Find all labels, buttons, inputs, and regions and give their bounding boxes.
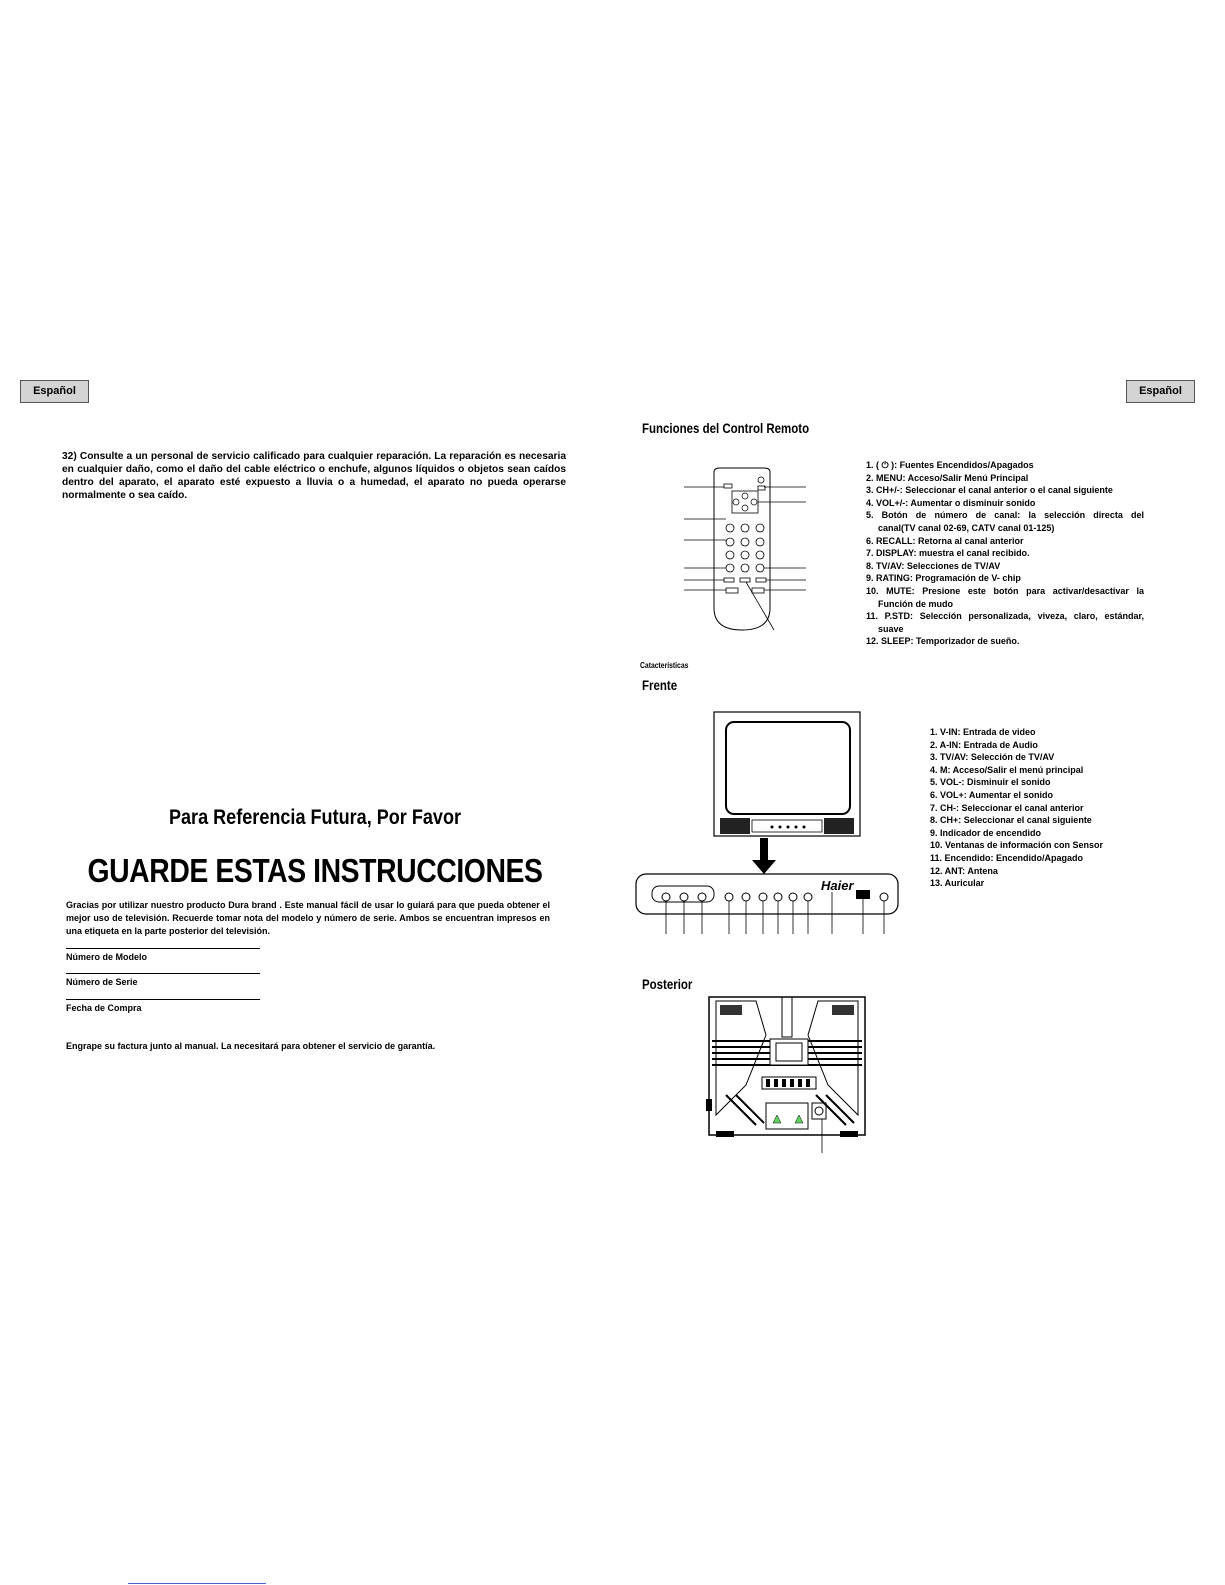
remote-control-diagram [680,466,810,632]
model-number-field: Número de Modelo [66,952,148,962]
list-item: 10. Ventanas de información con Sensor [930,840,1104,851]
list-item: 12. ANT: Antena [930,865,998,876]
list-item: 5. VOL-: Disminuir el sonido [930,777,1051,788]
intro-paragraph: Gracias por utilizar nuestro producto Dura brand . Este manual fácil de usar lo guiará para que pueda obtener el mejor uso de televisión. Recuerde tomar nota del modelo y número de serie. Ambos se encuentran impresos en una etiqueta en la parte posterior del televisión. [66,900,550,936]
features-label: Catacterísticas [640,661,689,670]
safety-item-32: 32) Consulte a un personal de servicio calificado para cualquier reparación. La reparación es necesaria en cualquier daño, como el daño del cable eléctrico o enchufe, algunos líquidos o objetos sean caídos dentro del aparato, el aparato esté expuesto a lluvia o a humedad, el aparato no pueda operarse normalmente o sea caído. [62,451,566,501]
haier-logo: Haier [821,878,854,893]
list-item: 2. MENU: Acceso/Salir Menú Principal [866,472,1029,483]
remote-functions-title: Funciones del Control Remoto [642,420,810,436]
list-item: 1. ( ⏻ ): Fuentes Encendidos/Apagados [866,460,1034,470]
list-item: 6. RECALL: Retorna al canal anterior [866,535,1024,546]
list-item: canal(TV canal 02-69, CATV canal 01-125) [878,522,1055,533]
remote-functions-list [866,459,1144,648]
list-item: 9. RATING: Programación de V- chip [866,573,1021,584]
front-title: Frente [642,677,678,693]
list-item: 8. TV/AV: Selecciones de TV/AV [866,560,1001,571]
list-item: Función de mudo [878,598,953,609]
list-item: 2. A-IN: Entrada de Audio [930,739,1038,750]
list-item: 4. M: Acceso/Salir el menú principal [930,764,1084,775]
list-item: 5. Botón de número de canal: la selección directa del [866,510,1144,521]
divider [66,973,260,974]
list-item: suave [878,623,904,634]
tv-rear-diagram [706,995,868,1155]
list-item: 11. P.STD: Selección personalizada, viveza, claro, estándar, [866,611,1144,622]
divider [66,999,260,1000]
tv-front-diagram [632,710,902,938]
list-item: 13. Auricular [930,878,985,889]
list-item: 6. VOL+: Aumentar el sonido [930,789,1053,800]
divider [66,948,260,949]
list-item: 9. Indicador de encendido [930,827,1042,838]
list-item: 7. CH-: Seleccionar el canal anterior [930,802,1084,813]
list-item: 3. CH+/-: Seleccionar el canal anterior o el canal siguiente [866,485,1113,496]
staple-note: Engrape su factura junto al manual. La necesitará para obtener el servicio de garantía. [66,1041,436,1051]
purchase-date-field: Fecha de Compra [66,1003,142,1013]
language-badge-left: Español [20,380,89,403]
list-item: 4. VOL+/-: Aumentar o disminuir sonido [866,497,1036,508]
divider [128,1583,266,1584]
list-item: 7. DISPLAY: muestra el canal recibido. [866,548,1030,559]
rear-title: Posterior [642,976,693,992]
list-item: 12. SLEEP: Temporizador de sueño. [866,636,1020,647]
reference-heading: Para Referencia Futura, Por Favor [168,806,462,829]
list-item: 8. CH+: Seleccionar el canal siguiente [930,815,1092,826]
list-item: 1. V-IN: Entrada de video [930,727,1036,737]
serial-number-field: Número de Serie [66,977,138,987]
language-badge-right: Español [1126,380,1195,403]
front-panel-list [930,726,1103,890]
list-item: 3. TV/AV: Selección de TV/AV [930,752,1055,763]
list-item: 10. MUTE: Presione este botón para activar/desactivar la [866,585,1144,596]
save-instructions-heading: GUARDE ESTAS INSTRUCCIONES [87,852,543,889]
list-item: 11. Encendido: Encendido/Apagado [930,852,1084,863]
